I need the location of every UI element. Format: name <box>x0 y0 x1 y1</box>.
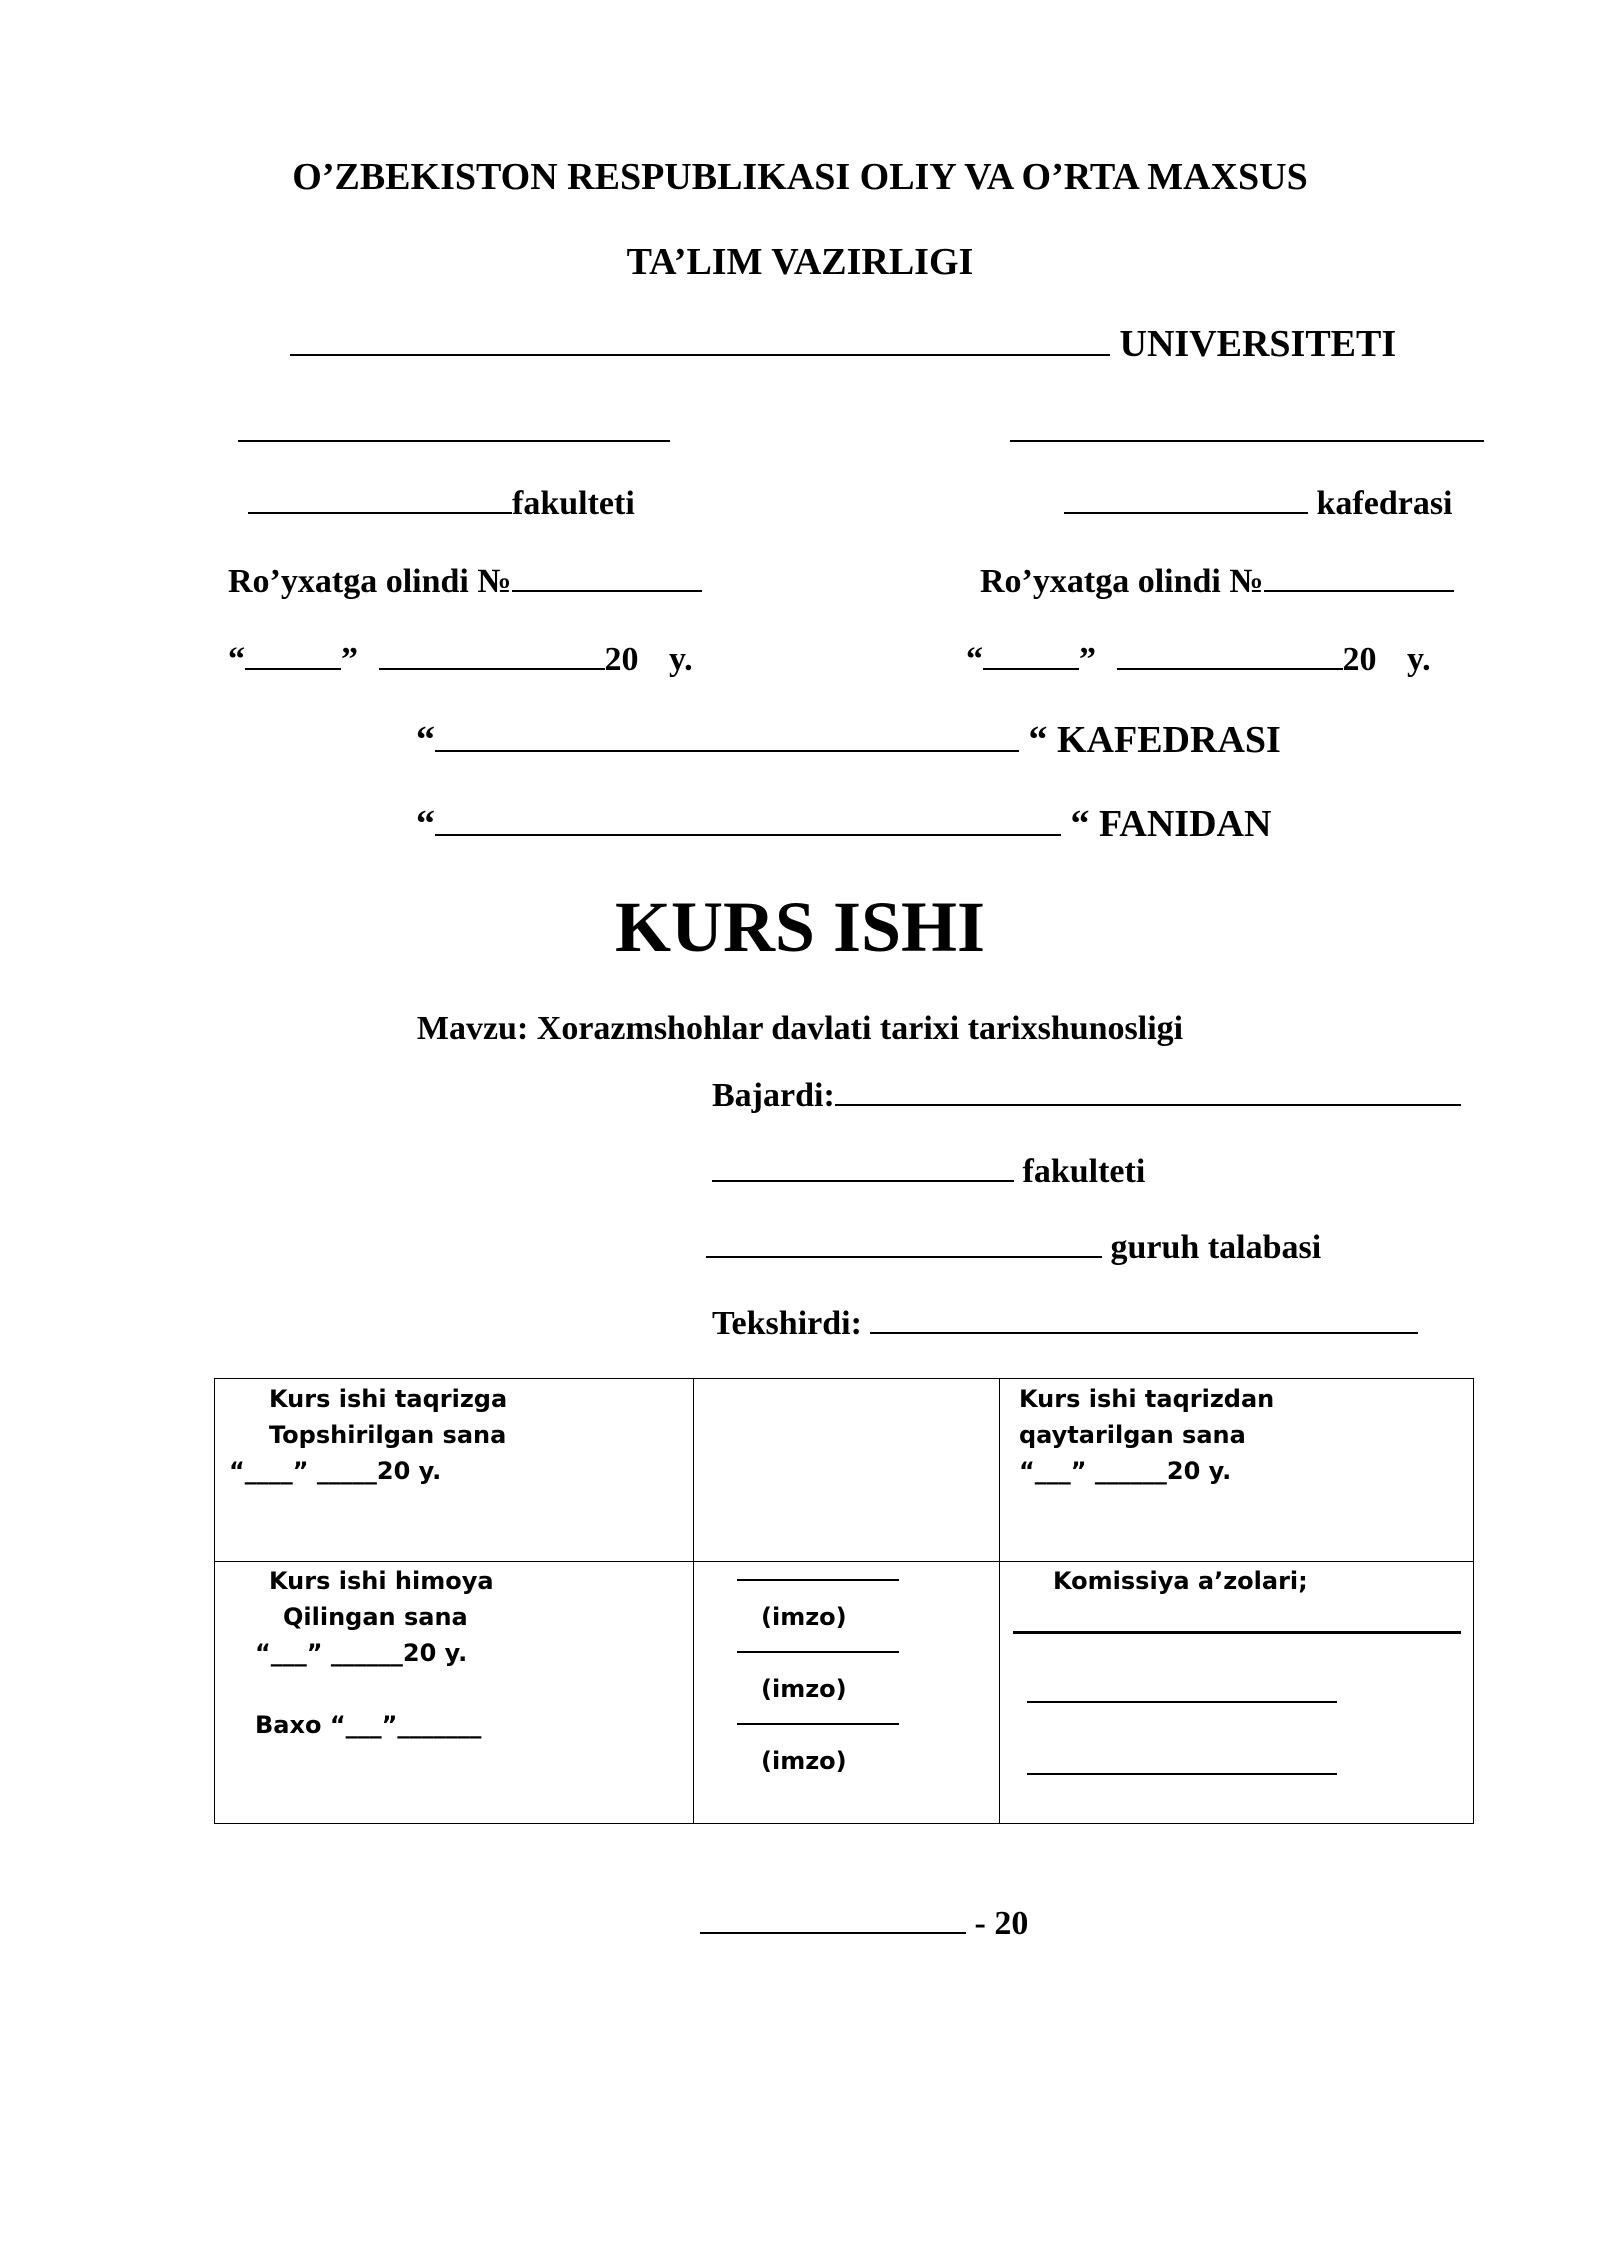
tekshirdi-line <box>712 1304 1418 1343</box>
faculty-label: fakulteti <box>512 485 635 522</box>
review-submit-date: “____” _____20 y. <box>229 1457 442 1485</box>
table-col-divider-1 <box>693 1379 694 1823</box>
bajardi-label: Bajardi: <box>712 1077 835 1114</box>
faculty-line <box>248 484 635 523</box>
right-date-day-blank <box>983 640 1079 670</box>
grade-field: Baxo “___”_______ <box>255 1711 482 1739</box>
signature-label-1: (imzo) <box>761 1603 847 1631</box>
right-registration-label: Ro’yxatga olindi № <box>980 563 1264 600</box>
kafedra-blank <box>435 722 1019 752</box>
review-return-title: Kurs ishi taqrizdan <box>1019 1385 1275 1413</box>
document-title: KURS ISHI <box>614 887 986 967</box>
signature-label-2: (imzo) <box>761 1675 847 1703</box>
commission-line-3 <box>1027 1773 1337 1775</box>
defense-date: “___” ______20 y. <box>255 1639 468 1667</box>
footer-city-blank <box>700 1904 966 1934</box>
left-date-day-blank <box>245 640 341 670</box>
student-faculty-label: fakulteti <box>1022 1153 1146 1190</box>
left-date-quote-close: ” <box>341 641 358 678</box>
right-registration <box>980 562 1454 601</box>
fan-quote-open: “ <box>416 803 435 845</box>
right-date-quote-close: ” <box>1079 641 1096 678</box>
group-blank <box>706 1228 1102 1258</box>
right-blank-line <box>1010 440 1484 442</box>
ministry-title-line1: O’ZBEKISTON RESPUBLIKASI OLIY VA O’RTA MAXSUS <box>292 156 1308 198</box>
left-date-quote-open: “ <box>228 641 245 678</box>
kafedra-line <box>416 718 1281 762</box>
fan-blank <box>435 806 1061 836</box>
department-label: kafedrasi <box>1316 485 1453 522</box>
review-submit-title: Kurs ishi taqrizga <box>269 1385 508 1413</box>
department-line <box>1064 484 1453 523</box>
left-date-year: 20 <box>604 641 639 678</box>
footer-year: - 20 <box>974 1905 1029 1942</box>
left-date-month-blank <box>379 640 605 670</box>
kafedra-quote-open: “ <box>416 719 435 761</box>
left-date-y: y. <box>669 641 693 678</box>
right-date-y: y. <box>1407 641 1431 678</box>
defense-date-label: Qilingan sana <box>283 1603 468 1631</box>
review-return-date-label: qaytarilgan sana <box>1019 1421 1246 1449</box>
left-registration <box>228 562 702 601</box>
review-submit-date-label: Topshirilgan sana <box>269 1421 507 1449</box>
defense-title: Kurs ishi himoya <box>269 1567 494 1595</box>
right-date-month-blank <box>1117 640 1343 670</box>
tekshirdi-blank <box>870 1304 1418 1334</box>
right-registration-blank <box>1264 562 1454 592</box>
left-registration-blank <box>512 562 702 592</box>
review-return-date: “___” ______20 y. <box>1019 1457 1232 1485</box>
signature-line-1 <box>737 1579 899 1581</box>
bajardi-blank <box>835 1076 1461 1106</box>
bajardi-line <box>712 1076 1461 1115</box>
signature-line-3 <box>737 1723 899 1725</box>
group-label: guruh talabasi <box>1110 1229 1322 1266</box>
topic-line: Mavzu: Xorazmshohlar davlati tarixi tarixshunosligi <box>416 1010 1184 1047</box>
student-faculty-line <box>712 1152 1145 1191</box>
fan-line <box>416 802 1271 846</box>
right-date-year: 20 <box>1342 641 1377 678</box>
signature-line-2 <box>737 1651 899 1653</box>
ministry-title-line2: TA’LIM VAZIRLIGI <box>626 241 974 283</box>
commission-line-1 <box>1013 1631 1461 1634</box>
university-label: UNIVERSITETI <box>1119 323 1397 365</box>
table-col-divider-2 <box>999 1379 1000 1823</box>
kafedra-label: “ KAFEDRASI <box>1028 719 1281 761</box>
left-registration-label: Ro’yxatga olindi № <box>228 563 512 600</box>
table-row-divider <box>215 1561 1473 1562</box>
commission-line-2 <box>1027 1701 1337 1703</box>
group-line <box>706 1228 1321 1267</box>
student-faculty-blank <box>712 1152 1014 1182</box>
department-blank <box>1064 484 1308 514</box>
left-blank-line <box>238 440 670 442</box>
university-line <box>290 322 1396 366</box>
footer-year-line <box>700 1904 1028 1943</box>
review-table <box>214 1378 1474 1824</box>
university-name-blank <box>290 326 1110 356</box>
left-date <box>228 640 693 679</box>
right-date <box>966 640 1431 679</box>
faculty-blank <box>248 484 512 514</box>
fan-label: “ FANIDAN <box>1070 803 1272 845</box>
right-date-quote-open: “ <box>966 641 983 678</box>
signature-label-3: (imzo) <box>761 1747 847 1775</box>
tekshirdi-label: Tekshirdi: <box>712 1305 862 1342</box>
commission-label: Komissiya a’zolari; <box>1053 1567 1308 1595</box>
